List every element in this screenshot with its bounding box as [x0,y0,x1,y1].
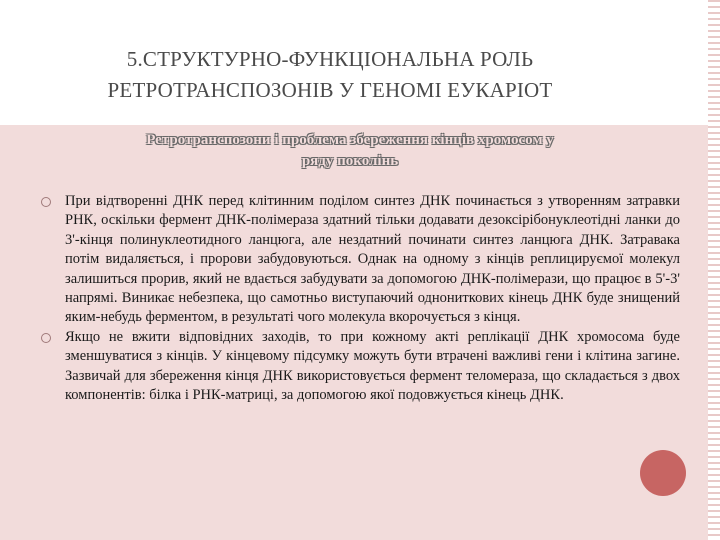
slide-title-line-1: 5.СТРУКТУРНО-ФУНКЦІОНАЛЬНА РОЛЬ [126,47,534,71]
bullet-item [40,328,680,406]
slide-subtitle-line-2: ряду поколінь [301,153,399,169]
decorative-right-border [708,0,720,540]
slide-subtitle [70,130,630,172]
slide-title [0,44,660,106]
bullet-circle-icon [41,333,51,343]
bullet-list [40,192,680,405]
bullet-text: Якщо не вжити відповідних заходів, то при кожному акті реплікації ДНК хромосома буде зменшуватися з кінців. У кінцевому підсумку можуть бути втрачені важливі гени і клітина загине. Зазвичай для збереження кінця ДНК використовується фермент теломераза, що складається з двох компонентів: білка і РНК-матриці, за допомогою якої подовжується кінець ДНК. [65,328,680,404]
slide-subtitle-line-1: Ретротранспозони і проблема збереження кінців хромосом у [146,132,554,148]
bullet-item [40,192,680,328]
decorative-circle-icon [640,450,686,496]
slide-title-line-2: РЕТРОТРАНСПОЗОНІВ У ГЕНОМІ ЕУКАРІОТ [107,78,553,102]
bullet-text: При відтворенні ДНК перед клітинним поділом синтез ДНК починається з утворенням затравки РНК, оскільки фермент ДНК-полімераза здатний тільки додавати дезоксірібонуклеотідні ланки до 3'-кінця полинуклеотидного ланцюга, але нездатний починати синтез ланцюга ДНК. Затравака потім видаляється, і пророви забудовуються. Однак на одному з кінців реплицируємої молекул залишиться прорив, який не вдається забудувати за допомогою ДНК-полімерази, що працює в 5'-3' напрямі. Виникає небезпека, що самотньо виступаючий однониткових кінець ДНК буде знищений яким-небудь ферментом, в результаті чого молекула вкорочується з кінця. [65,193,680,326]
bullet-circle-icon [41,197,51,207]
